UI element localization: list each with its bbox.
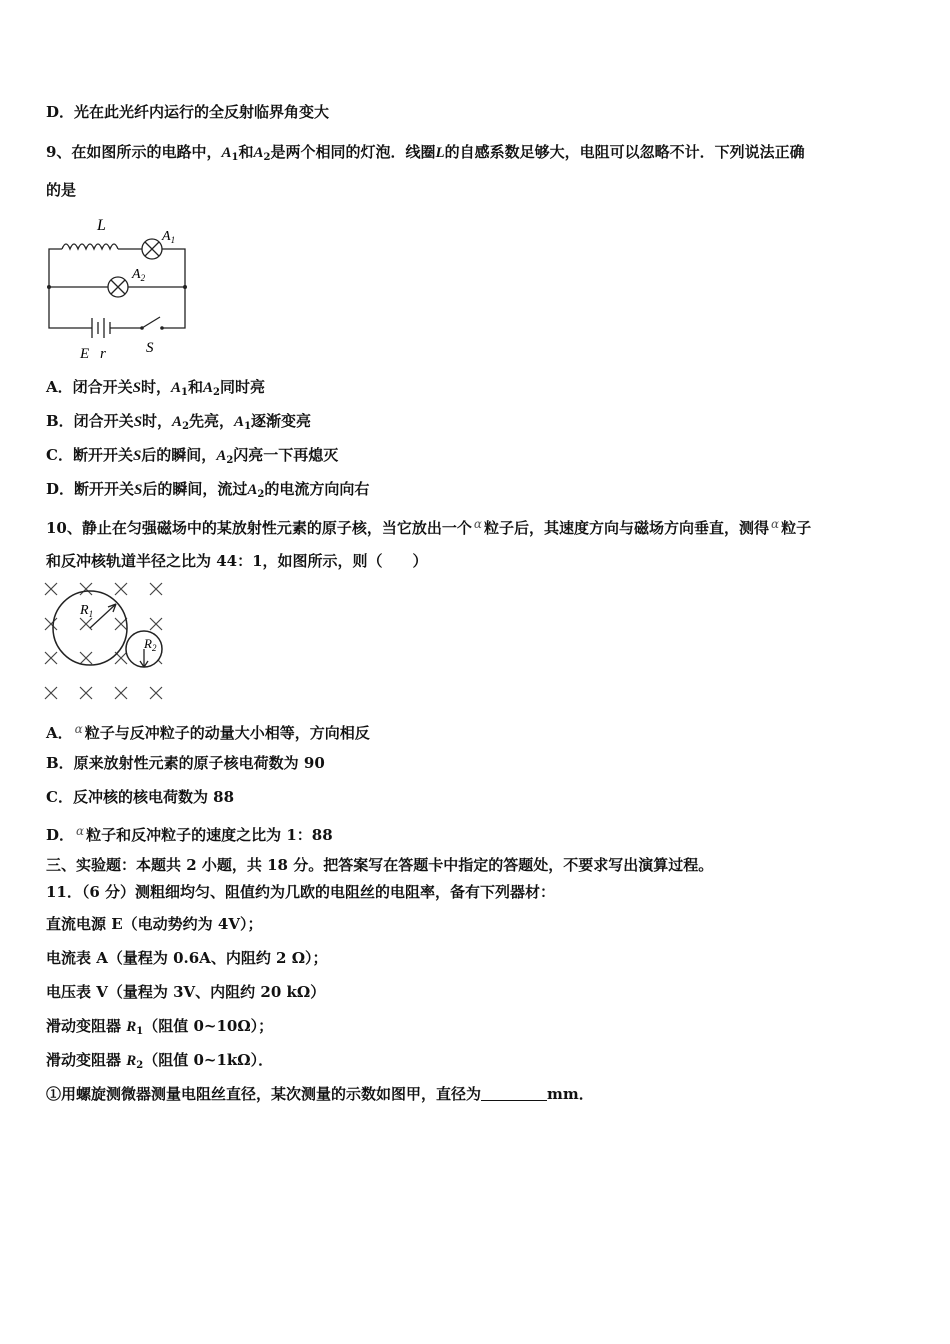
- label-e: E: [80, 346, 90, 362]
- answer-blank[interactable]: [481, 1086, 547, 1101]
- switch-s: [142, 317, 160, 328]
- q11-item-rheostat-2: 滑动变阻器 $R_2$（阻值 0~1kΩ）．: [46, 1051, 274, 1071]
- q10-stem-line2: 和反冲核轨道半径之比为 44：1，如图所示，则（ ）: [46, 552, 428, 570]
- q11-sub-question-1: ①用螺旋测微器测量电阻丝直径，某次测量的示数如图甲，直径为 mm．: [46, 1085, 594, 1103]
- q9-option-a: A．闭合开关S时，$A_1$和$A_2$同时亮: [46, 378, 265, 398]
- q10-magnetic-field-diagram: [40, 578, 170, 703]
- q9-circuit-diagram: [40, 212, 200, 367]
- q10-option-d: D． $^\alpha$ 粒子和反冲粒子的速度之比为 1：88: [46, 824, 333, 844]
- q9-option-d: D．断开开关S后的瞬间，流过$A_2$的电流方向向右: [46, 480, 370, 500]
- q11-item-ammeter: 电流表 A（量程为 0.6A、内阻约 2 Ω）；: [46, 949, 328, 967]
- section-3-heading: 三、实验题：本题共 2 小题，共 18 分。把答案写在答题卡中指定的答题处，不要求写出演算过程。: [46, 856, 714, 874]
- q8-option-d: D．光在此光纤内运行的全反射临界角变大: [46, 103, 330, 121]
- q11-item-power: 直流电源 E（电动势约为 4V）；: [46, 915, 263, 933]
- q10-option-c: C．反冲核的核电荷数为 88: [46, 788, 235, 806]
- inductor-coil: [62, 244, 118, 249]
- q11-stem: 11．（6 分）测粗细均匀、阻值约为几欧的电阻丝的电阻率，备有下列器材：: [46, 883, 556, 901]
- q10-option-a: A． $^\alpha$ 粒子与反冲粒子的动量大小相等，方向相反: [46, 722, 370, 742]
- q10-option-b: B．原来放射性元素的原子核电荷数为 90: [46, 754, 325, 772]
- q10-stem-line1: 10、静止在匀强磁场中的某放射性元素的原子核，当它放出一个 $^\alpha$ 粒子后，其速度方向与磁场方向垂直，测得 $^\alpha$ 粒子: [46, 517, 812, 537]
- q11-item-voltmeter: 电压表 V（量程为 3V、内阻约 20 kΩ）: [46, 983, 326, 1001]
- label-r1: $R_1$: [80, 603, 94, 619]
- label-l: L: [97, 217, 106, 234]
- q9-stem-line1: 9、在如图所示的电路中，$A_1$和$A_2$是两个相同的灯泡．线圈L的自感系数足够大，电阻可以忽略不计．下列说法正确: [46, 143, 805, 163]
- q9-option-b: B．闭合开关S时，$A_2$先亮，$A_1$逐渐变亮: [46, 412, 312, 432]
- label-r: r: [100, 346, 106, 362]
- q9-option-c: C．断开开关S后的瞬间，$A_2$闪亮一下再熄灭: [46, 446, 339, 466]
- q9-stem-line2: 的是: [46, 181, 77, 199]
- label-a1: $A_1$: [162, 229, 176, 245]
- label-a2: $A_2$: [132, 267, 146, 283]
- battery: [92, 318, 110, 338]
- label-s: S: [146, 340, 154, 356]
- q11-item-rheostat-1: 滑动变阻器 $R_1$（阻值 0~10Ω）；: [46, 1017, 274, 1037]
- label-r2: $R_2$: [144, 636, 157, 653]
